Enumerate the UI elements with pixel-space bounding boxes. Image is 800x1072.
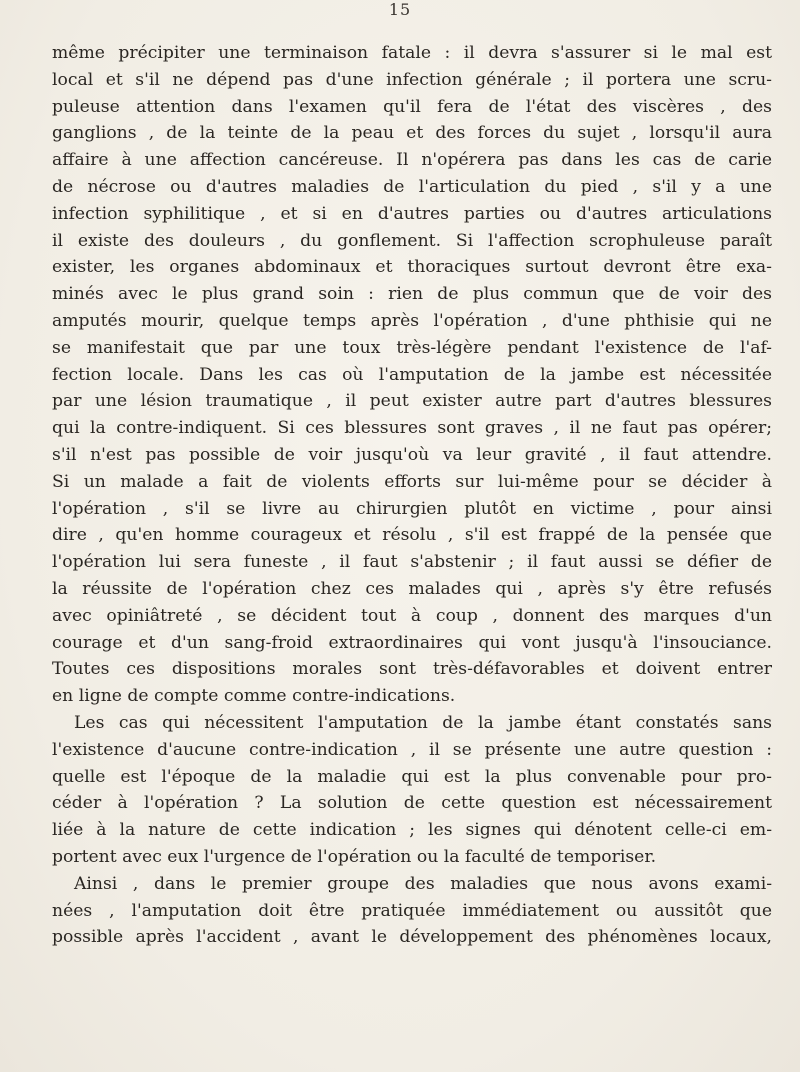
- text-line: fection locale. Dans les cas où l'amputation de la jambe est nécessitée: [52, 364, 772, 385]
- text-line: en ligne de compte comme contre-indications.: [52, 686, 456, 707]
- text-line: il existe des douleurs , du gonflement. Si l'affection scrophuleuse paraît: [52, 230, 772, 251]
- text-line: local et s'il ne dépend pas d'une infection générale ; il portera une scru-: [52, 69, 772, 90]
- text-line: l'opération , s'il se livre au chirurgien plutôt en victime , pour ainsi: [52, 498, 772, 519]
- text-line: la réussite de l'opération chez ces malades qui , après s'y être refusés: [52, 578, 772, 599]
- text-line: affaire à une affection cancéreuse. Il n'opérera pas dans les cas de carie: [52, 150, 772, 171]
- text-line: même précipiter une terminaison fatale : il devra s'assurer si le mal est: [52, 43, 772, 63]
- text-line: par une lésion traumatique , il peut exister autre part d'autres blessures: [52, 391, 772, 412]
- text-line: se manifestait que par une toux très-légère pendant l'existence de l'af-: [52, 337, 772, 358]
- text-line: amputés mourir, quelque temps après l'opération , d'une phthisie qui ne: [52, 310, 772, 331]
- text-line: dire , qu'en homme courageux et résolu , s'il est frappé de la pensée que: [52, 525, 772, 546]
- text-line: possible après l'accident , avant le développement des phénomènes locaux,: [52, 927, 772, 948]
- body-text: [52, 40, 772, 951]
- text-line: Ainsi , dans le premier groupe des maladies que nous avons exami-: [74, 873, 772, 894]
- text-line: de nécrose ou d'autres maladies de l'articulation du pied , s'il y a une: [52, 176, 772, 197]
- page-number: 15: [388, 0, 412, 19]
- text-line: l'opération lui sera funeste , il faut s'abstenir ; il faut aussi se défier de: [52, 552, 772, 573]
- text-line: Les cas qui nécessitent l'amputation de la jambe étant constatés sans: [74, 712, 772, 733]
- text-line: Toutes ces dispositions morales sont très-défavorables et doivent entrer: [52, 659, 772, 680]
- text-line: qui la contre-indiquent. Si ces blessures sont graves , il ne faut pas opérer;: [52, 418, 772, 439]
- text-line: avec opiniâtreté , se décident tout à coup , donnent des marques d'un: [52, 605, 772, 626]
- text-line: puleuse attention dans l'examen qu'il fera de l'état des viscères , des: [52, 96, 772, 117]
- text-line: s'il n'est pas possible de voir jusqu'où va leur gravité , il faut attendre.: [52, 444, 772, 465]
- text-line: liée à la nature de cette indication ; les signes qui dénotent celle-ci em-: [52, 820, 772, 841]
- text-line: ganglions , de la teinte de la peau et des forces du sujet , lorsqu'il aura: [52, 123, 772, 144]
- text-line: portent avec eux l'urgence de l'opération ou la faculté de temporiser.: [52, 846, 657, 867]
- text-line: minés avec le plus grand soin : rien de plus commun que de voir des: [52, 284, 772, 305]
- text-line: céder à l'opération ? La solution de cette question est nécessairement: [52, 793, 772, 814]
- text-line: courage et d'un sang-froid extraordinaires qui vont jusqu'à l'insouciance.: [52, 632, 772, 653]
- text-line: nées , l'amputation doit être pratiquée immédiatement ou aussitôt que: [52, 900, 772, 921]
- text-line: quelle est l'époque de la maladie qui est la plus convenable pour pro-: [52, 766, 772, 787]
- text-line: exister, les organes abdominaux et thoraciques surtout devront être exa-: [52, 257, 772, 278]
- text-line: Si un malade a fait de violents efforts sur lui-même pour se décider à: [52, 471, 772, 492]
- text-line: infection syphilitique , et si en d'autres parties ou d'autres articulations: [52, 203, 772, 224]
- text-line: l'existence d'aucune contre-indication , il se présente une autre question :: [52, 739, 772, 760]
